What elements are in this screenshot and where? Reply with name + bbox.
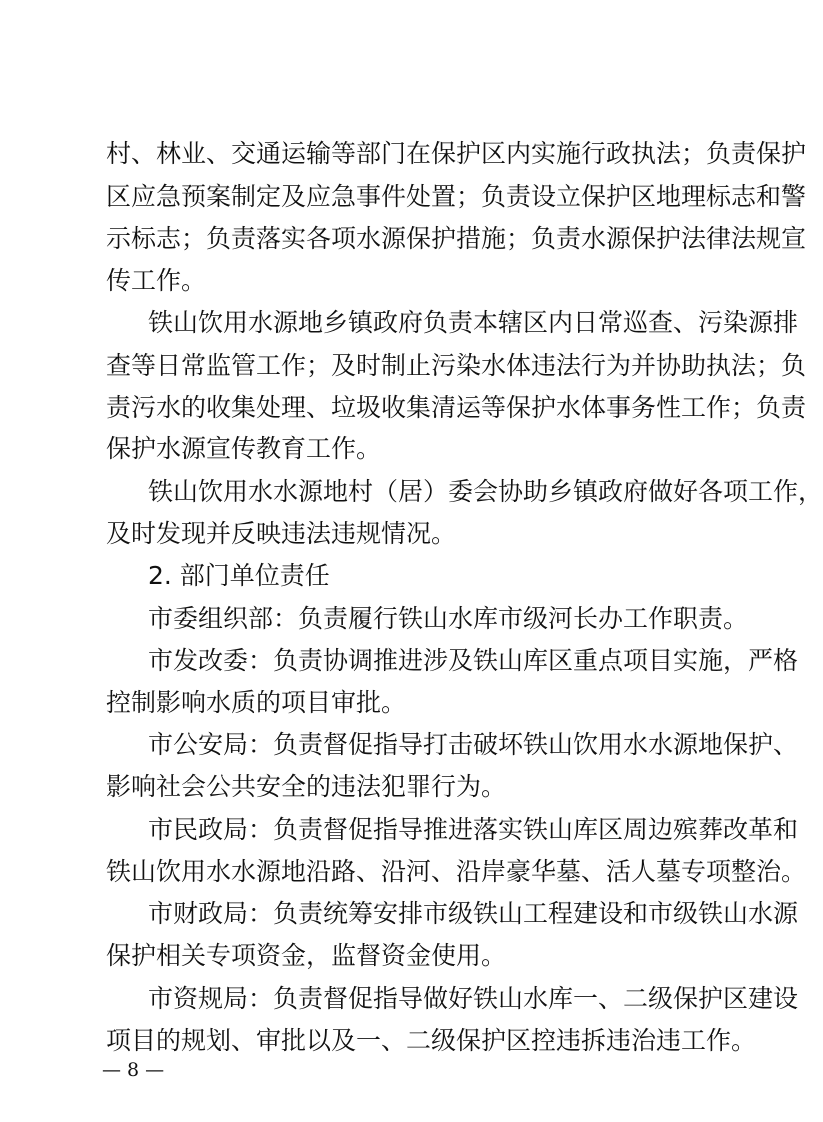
paragraph-first-line: 市民政局：负责督促指导推进落实铁山库区周边殡葬改革和	[148, 815, 799, 844]
paragraph-first-line: 市资规局：负责督促指导做好铁山水库一、二级保护区建设	[148, 984, 799, 1013]
body-text-line: 区应急预案制定及应急事件处置；负责设立保护区地理标志和警	[106, 182, 807, 211]
body-text-line: 查等日常监管工作；及时制止污染水体违法行为并协助执法；负	[106, 351, 807, 380]
paragraph-first-line: 市发改委：负责协调推进涉及铁山库区重点项目实施，严格	[148, 646, 799, 675]
body-text-line: 及时发现并反映违法违规情况。	[106, 519, 457, 548]
body-text-line: 示标志；负责落实各项水源保护措施；负责水源保护法律法规宣	[106, 224, 807, 253]
body-text-line: 项目的规划、审批以及一、二级保护区控违拆违治违工作。	[106, 1026, 757, 1055]
page-number: — 8 —	[102, 1059, 165, 1081]
body-text-line: 铁山饮用水水源地沿路、沿河、沿岸豪华墓、活人墓专项整治。	[106, 857, 807, 886]
body-text-line: 控制影响水质的项目审批。	[106, 688, 407, 717]
paragraph-first-line: 市公安局：负责督促指导打击破坏铁山饮用水水源地保护、	[148, 730, 799, 759]
section-heading: 2. 部门单位责任	[148, 561, 330, 590]
paragraph-first-line: 铁山饮用水水源地村（居）委会协助乡镇政府做好各项工作，	[148, 477, 823, 506]
body-text-line: 责污水的收集处理、垃圾收集清运等保护水体事务性工作；负责	[106, 393, 807, 422]
body-text-line: 保护水源宣传教育工作。	[106, 434, 382, 463]
body-text-line: 传工作。	[106, 266, 207, 295]
body-text-line: 村、林业、交通运输等部门在保护区内实施行政执法；负责保护	[106, 139, 807, 168]
body-text-line: 影响社会公共安全的违法犯罪行为。	[106, 772, 507, 801]
body-text-line: 保护相关专项资金，监督资金使用。	[106, 941, 507, 970]
paragraph-first-line: 铁山饮用水源地乡镇政府负责本辖区内日常巡查、污染源排	[148, 308, 799, 337]
paragraph-first-line: 市委组织部：负责履行铁山水库市级河长办工作职责。	[148, 604, 749, 633]
paragraph-first-line: 市财政局：负责统筹安排市级铁山工程建设和市级铁山水源	[148, 899, 799, 928]
